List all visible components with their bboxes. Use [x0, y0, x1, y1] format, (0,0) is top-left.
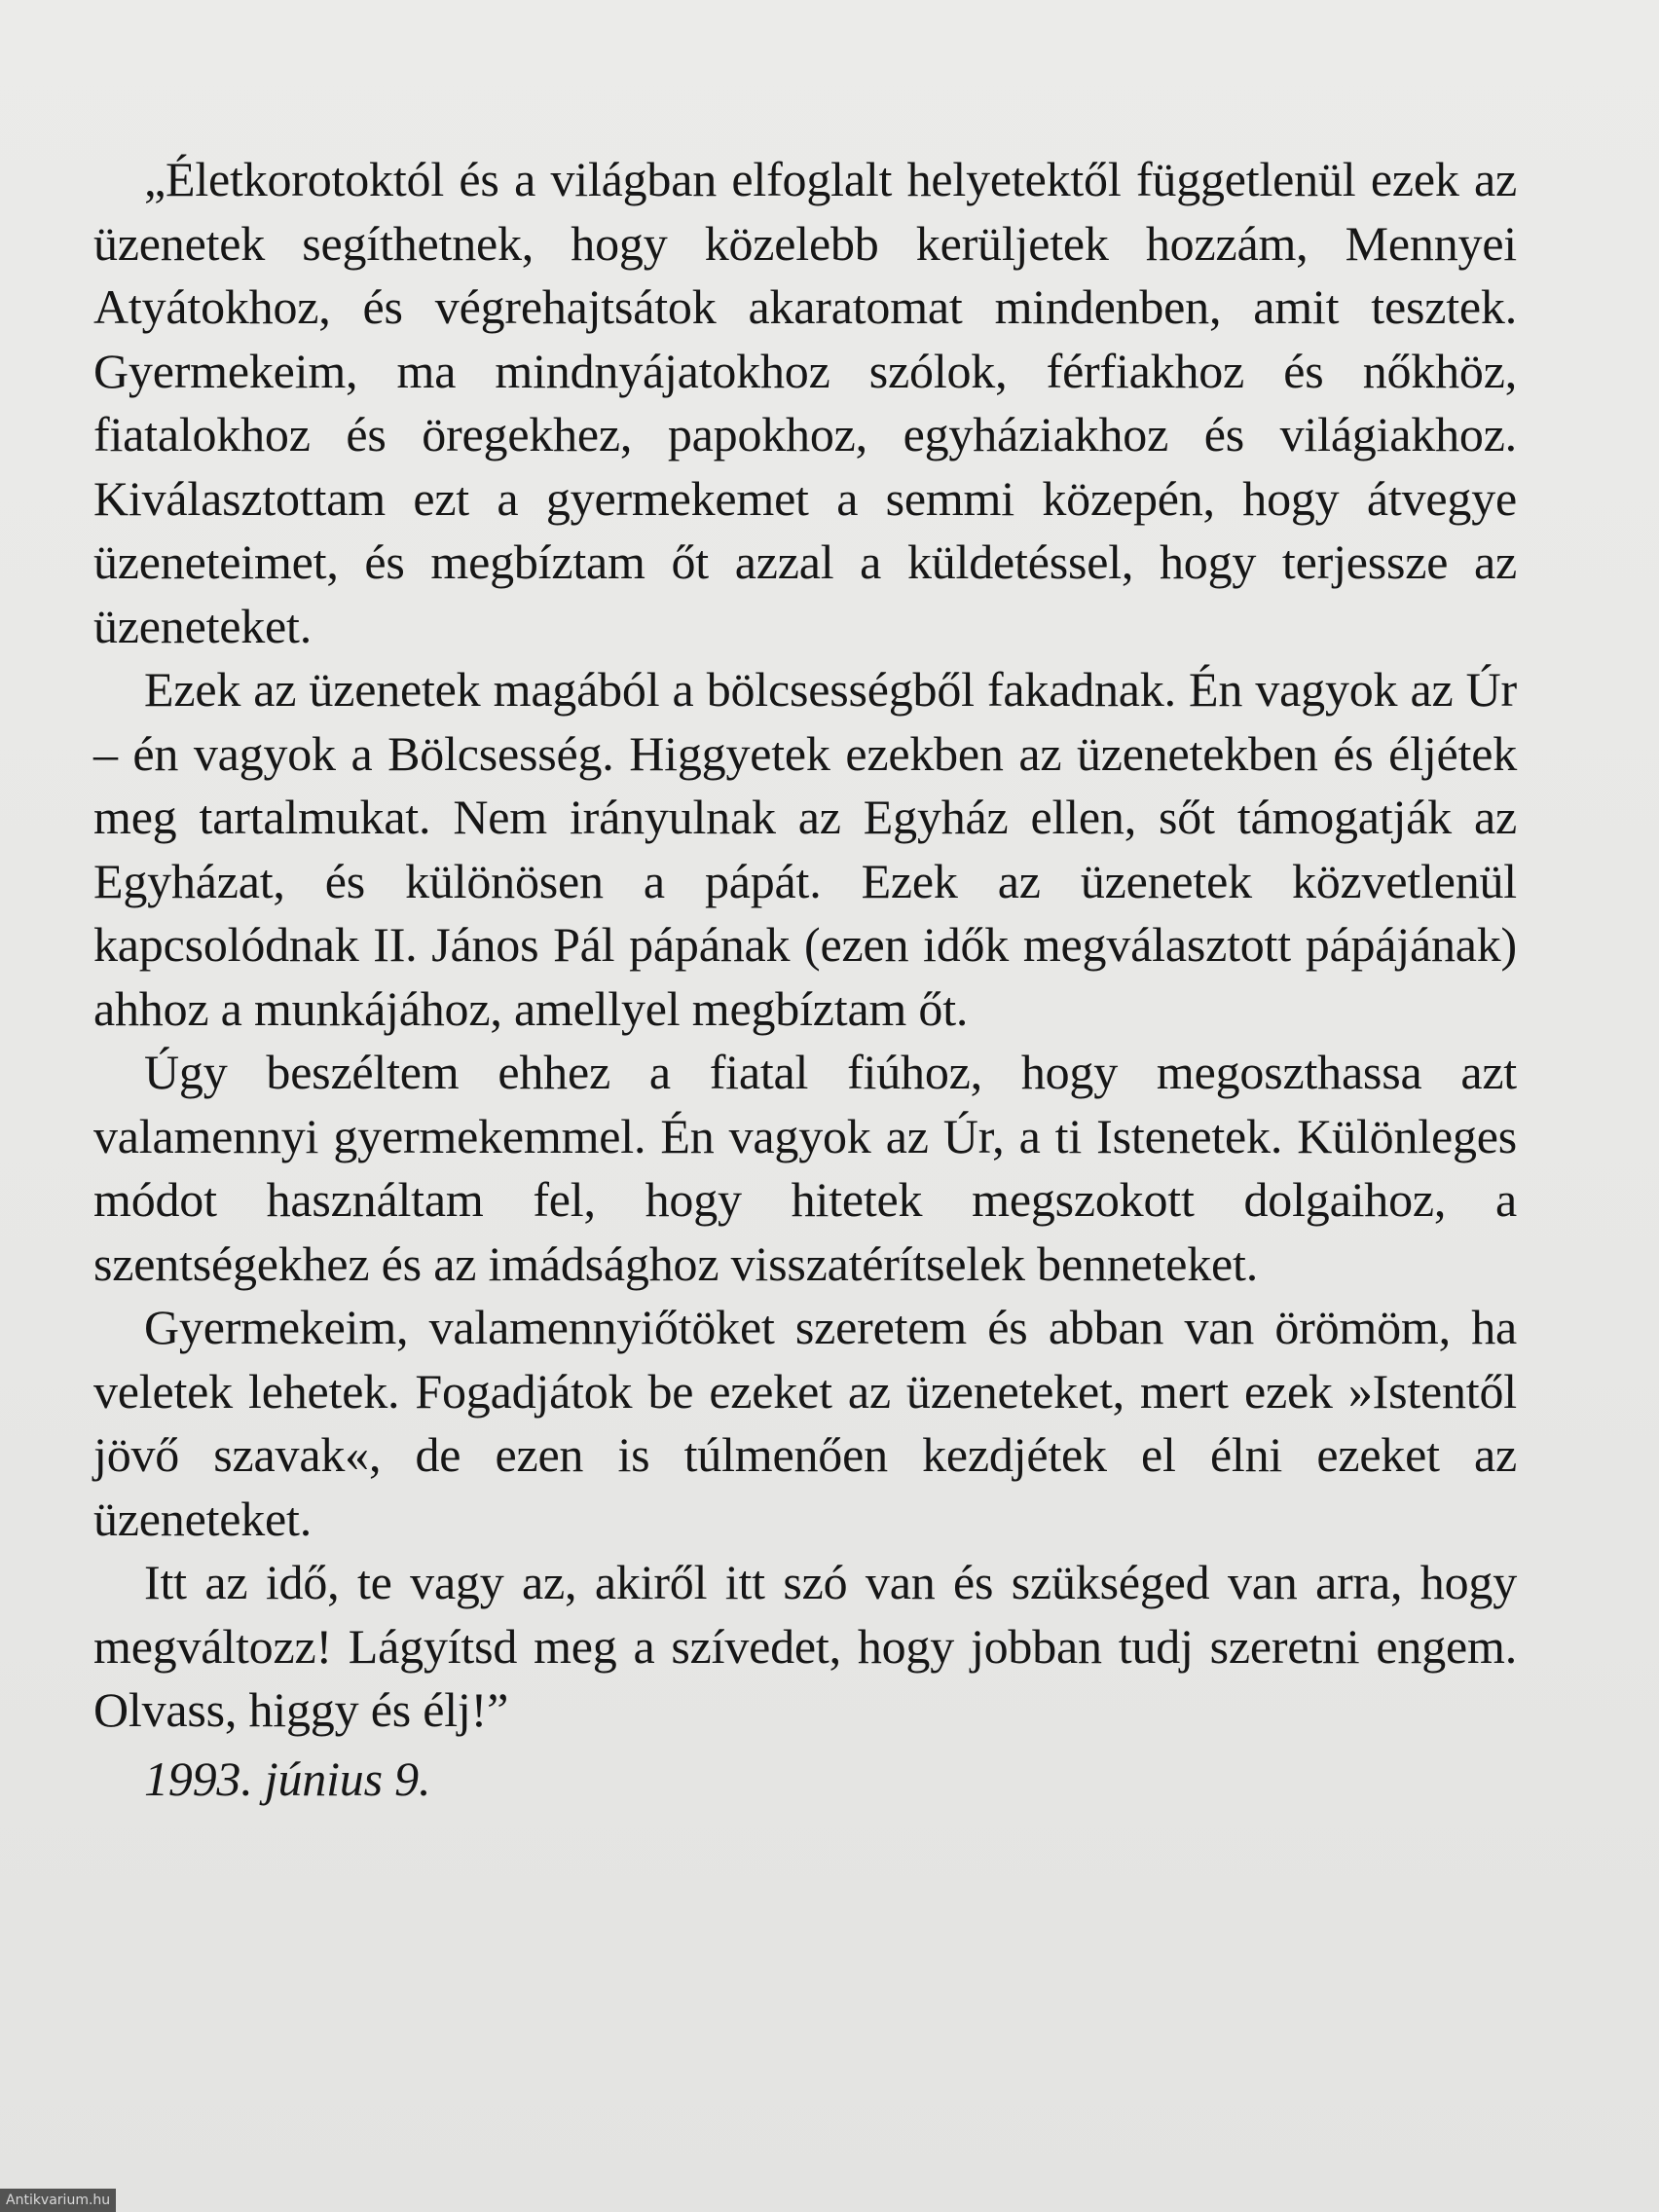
paragraph-1: „Életkorotoktól és a világban elfoglalt helyetektől függetlenül ezek az üzenetek segíthetnek, hogy közelebb kerüljetek hozzám, Mennyei Atyátokhoz, és végrehajtsátok akaratomat mindenben, amit tesztek. Gyermekeim, ma mindnyájatokhoz szólok, férfiakhoz és nőkhöz, fiatalokhoz és öregekhez, papokhoz, egyháziakhoz és világiakhoz. Kiválasztottam ezt a gyermekemet a semmi közepén, hogy átvegye üzeneteimet, és megbíztam őt azzal a küldetéssel, hogy terjessze az üzeneteket. — [93, 152, 1517, 653]
body-text — [93, 148, 1517, 1811]
paragraph-3: Úgy beszéltem ehhez a fiatal fiúhoz, hogy megoszthassa azt valamennyi gyermekemmel. Én vagyok az Úr, a ti Istenetek. Különleges módot használtam fel, hogy hitetek megszokott dolgaihoz, a szentségekhez és az imádsághoz visszatérítselek benneteket. — [93, 1045, 1517, 1291]
watermark-logo: Antikvarium.hu — [0, 2189, 116, 2212]
paragraph-2: Ezek az üzenetek magából a bölcsességből fakadnak. Én vagyok az Úr – én vagyok a Bölcsesség. Higgyetek ezekben az üzenetekben és éljétek meg tartalmukat. Nem irányulnak az Egyház ellen, sőt támogatják az Egyházat, és különösen a pápát. Ezek az üzenetek közvetlenül kapcsolódnak II. János Pál pápának (ezen idők megválasztott pápájának) ahhoz a munkájához, amellyel megbíztam őt. — [93, 662, 1517, 1036]
paragraph-5: Itt az idő, te vagy az, akiről itt szó van és szükséged van arra, hogy megváltozz! Lágyítsd meg a szívedet, hogy jobban tudj szeretni engem. Olvass, higgy és élj!” — [93, 1555, 1517, 1737]
date-line: 1993. június 9. — [144, 1751, 431, 1806]
paragraph-4: Gyermekeim, valamennyiőtöket szeretem és abban van örömöm, ha veletek lehetek. Fogadjátok be ezeket az üzeneteket, mert ezek »Istentől jövő szavak«, de ezen is túlmenően kezdjétek el élni ezeket az üzeneteket. — [93, 1300, 1517, 1546]
